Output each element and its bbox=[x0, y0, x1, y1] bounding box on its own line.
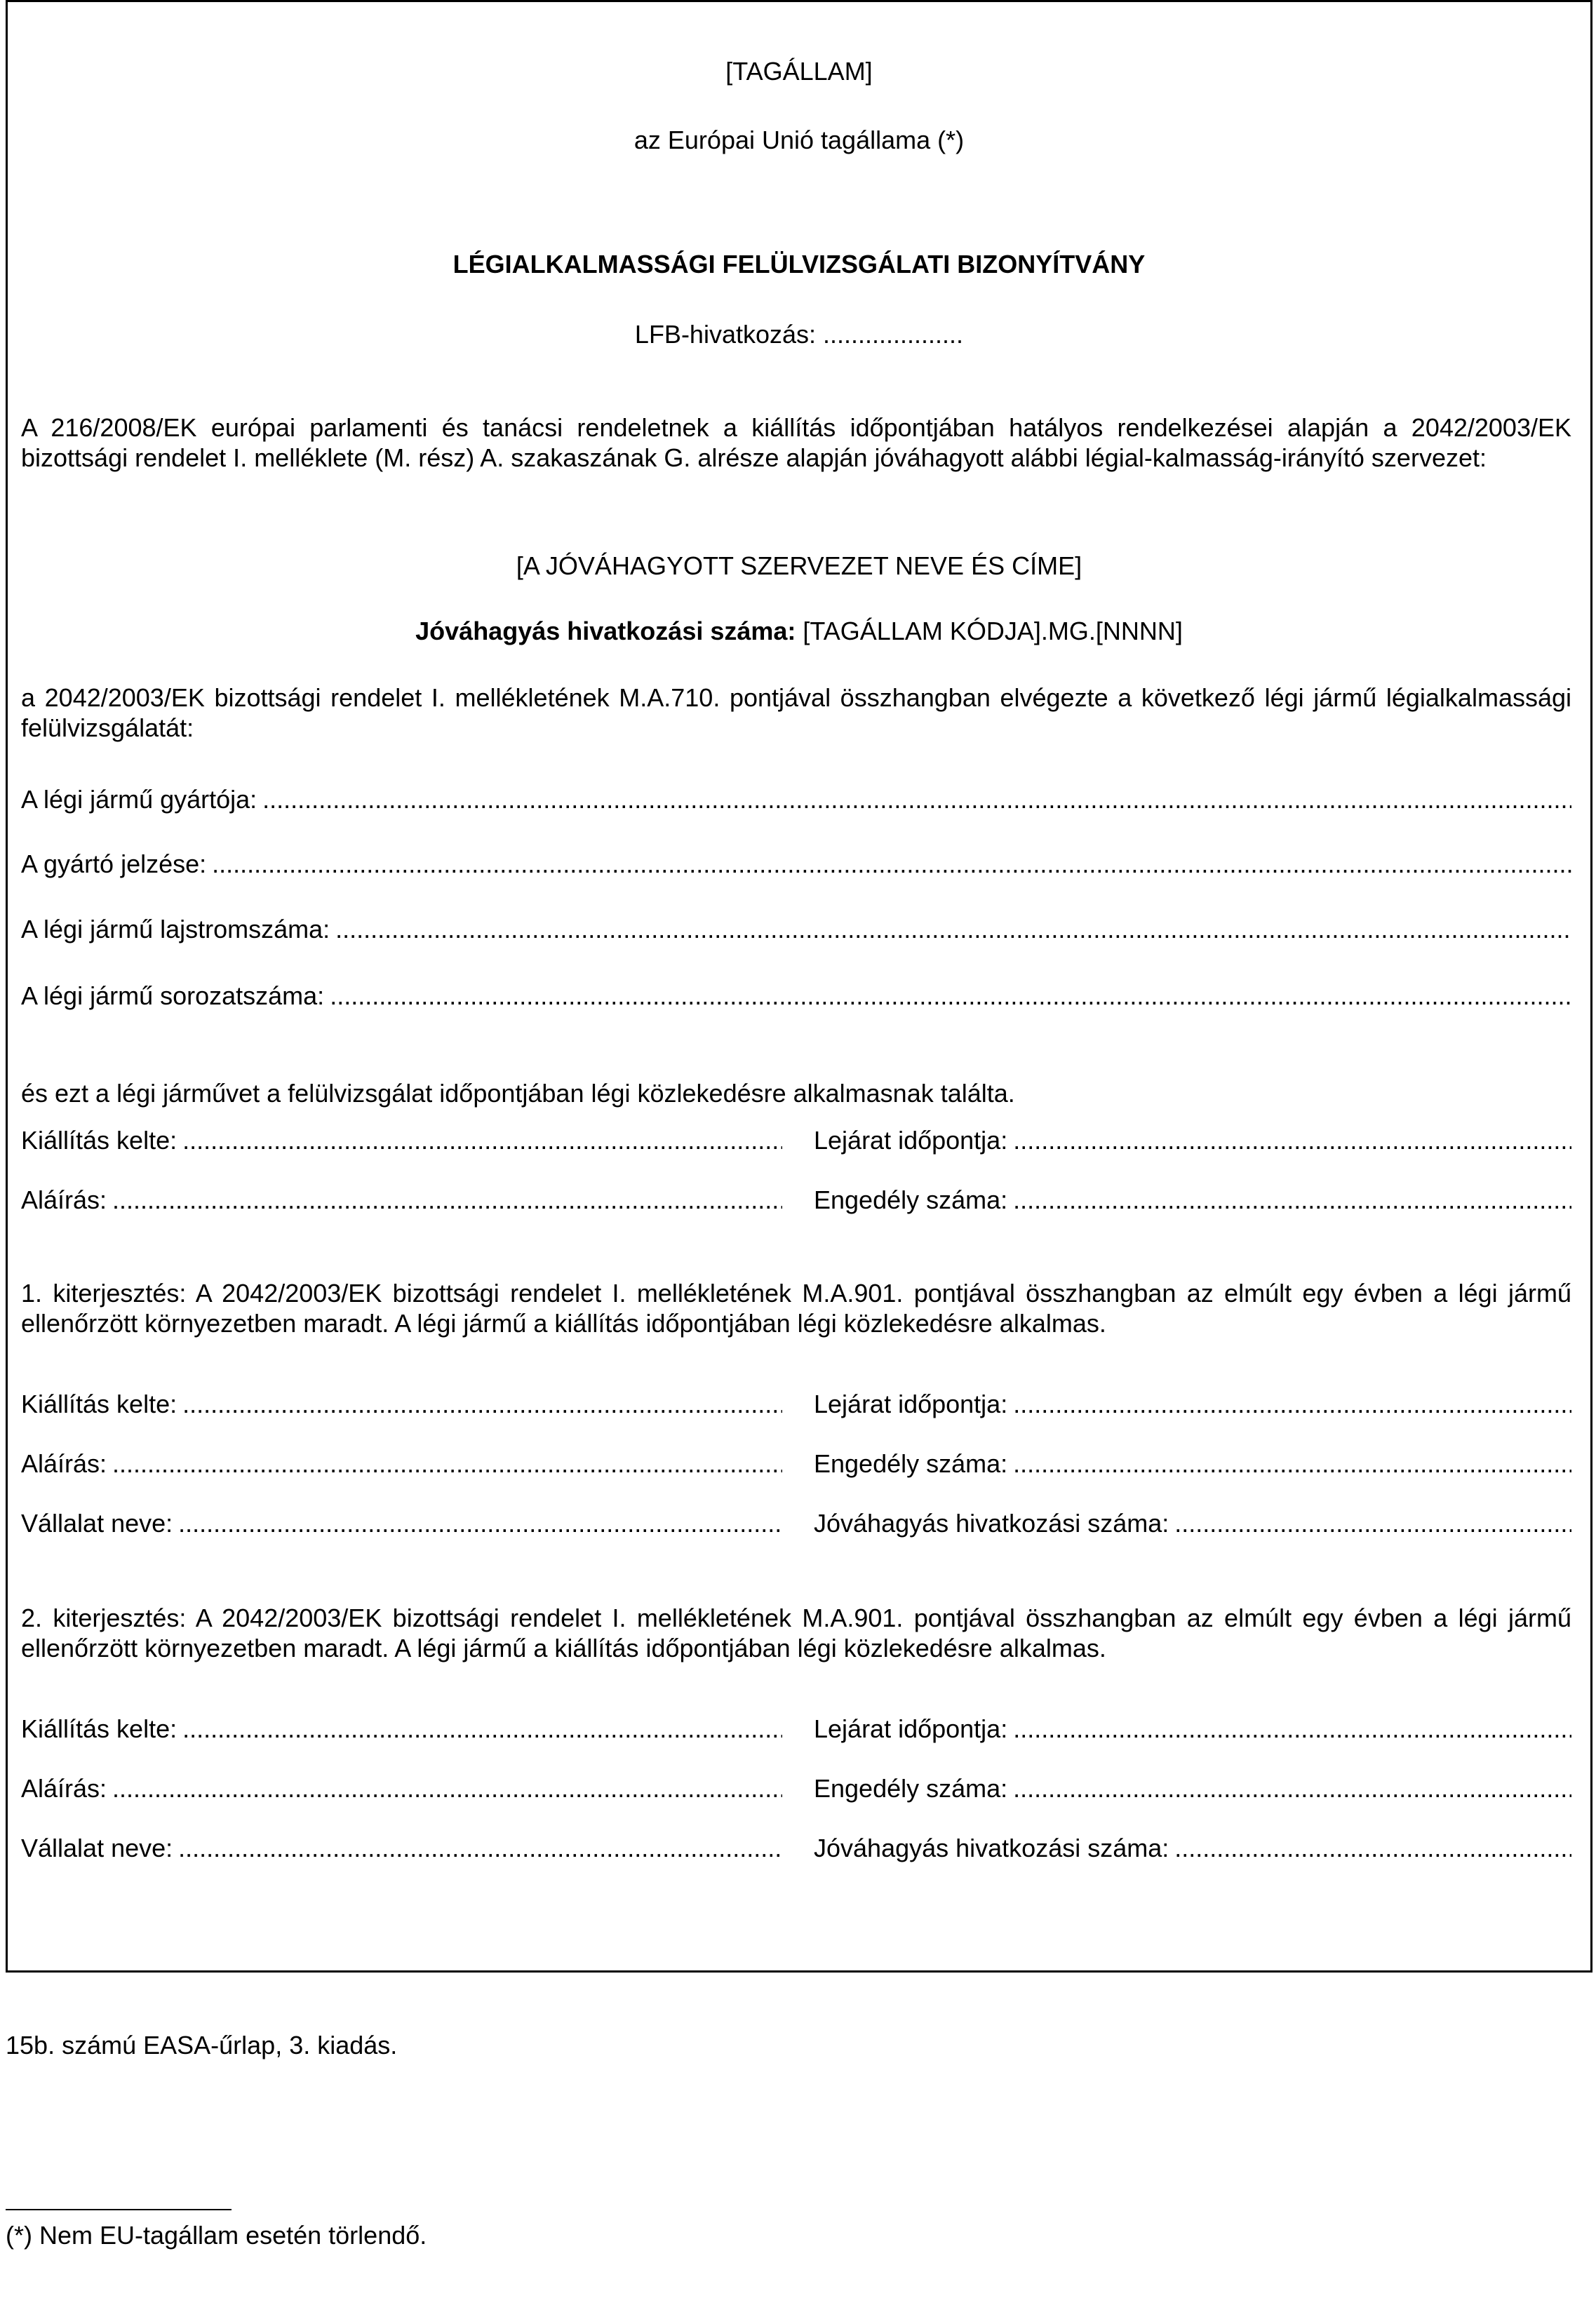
signature-field[interactable] bbox=[21, 1185, 782, 1215]
approval-ref-label: Jóváhagyás hivatkozási száma: bbox=[814, 1834, 1169, 1862]
ext1-issue-date-field[interactable] bbox=[21, 1389, 782, 1419]
dotted-fill-line bbox=[1013, 1125, 1571, 1155]
permit-number-field[interactable] bbox=[814, 1185, 1571, 1215]
signature-label: Aláírás: bbox=[21, 1774, 107, 1803]
expiry-date-label: Lejárat időpontja: bbox=[814, 1714, 1008, 1743]
dotted-fill-line bbox=[1174, 1833, 1571, 1863]
company-name-label: Vállalat neve: bbox=[21, 1834, 173, 1862]
aircraft-manufacturer-field[interactable] bbox=[21, 784, 1571, 814]
extension-2-paragraph: 2. kiterjesztés: A 2042/2003/EK bizottsági rendelet I. mellékletének M.A.901. pontjával összhangban az elmúlt egy évben a légi jármű ellenőrzött környezetben maradt. A légi jármű a kiállítás időpontjában légi közlekedésre alkalmas. bbox=[21, 1604, 1571, 1663]
footnote-divider bbox=[6, 2209, 232, 2210]
lfb-reference: LFB-hivatkozás: .................... bbox=[634, 320, 964, 349]
issue-date-label: Kiállítás kelte: bbox=[21, 1390, 177, 1418]
ext2-expiry-date-field[interactable] bbox=[814, 1714, 1571, 1744]
form-identifier: 15b. számú EASA-űrlap, 3. kiadás. bbox=[6, 2031, 398, 2060]
aircraft-manufacturer-label: A légi jármű gyártója: bbox=[21, 785, 257, 814]
permit-number-label: Engedély száma: bbox=[814, 1185, 1008, 1214]
dotted-fill-line bbox=[212, 849, 1571, 879]
conclusion-text: és ezt a légi járművet a felülvizsgálat időpontjában légi közlekedésre alkalmasnak találta. bbox=[21, 1079, 1015, 1108]
dotted-fill-line bbox=[182, 1389, 782, 1419]
ext2-approval-ref-field[interactable] bbox=[814, 1833, 1571, 1863]
intro-paragraph: A 216/2008/EK európai parlamenti és tanácsi rendeletnek a kiállítás időpontjában hatályos rendelkezései alapján a 2042/2003/EK bizottsági rendelet I. melléklete (M. rész) A. szakaszának G. alrésze alapján jóváhagyott alábbi légial-kalmasság-irányító szervezet: bbox=[21, 413, 1571, 473]
issue-date-label: Kiállítás kelte: bbox=[21, 1126, 177, 1155]
ext1-permit-number-field[interactable] bbox=[814, 1449, 1571, 1479]
dotted-fill-line bbox=[178, 1508, 782, 1538]
dotted-fill-line bbox=[112, 1449, 782, 1479]
member-state-subtitle: az Európai Unió tagállama (*) bbox=[633, 126, 965, 154]
expiry-date-label: Lejárat időpontja: bbox=[814, 1126, 1008, 1155]
aircraft-registration-label: A légi jármű lajstromszáma: bbox=[21, 915, 330, 943]
dotted-fill-line bbox=[1174, 1508, 1571, 1538]
member-state-placeholder: [TAGÁLLAM] bbox=[725, 57, 873, 86]
signature-label: Aláírás: bbox=[21, 1185, 107, 1214]
company-name-label: Vállalat neve: bbox=[21, 1509, 173, 1538]
manufacturer-designation-label: A gyártó jelzése: bbox=[21, 849, 207, 878]
ext1-approval-ref-field[interactable] bbox=[814, 1508, 1571, 1538]
certificate-title: LÉGIALKALMASSÁGI FELÜLVIZSGÁLATI BIZONYÍTVÁNY bbox=[452, 250, 1146, 278]
issue-date-field[interactable] bbox=[21, 1125, 782, 1155]
ext2-company-name-field[interactable] bbox=[21, 1833, 782, 1863]
approval-ref-label: Jóváhagyás hivatkozási száma: bbox=[814, 1509, 1169, 1538]
dotted-fill-line bbox=[335, 914, 1571, 944]
manufacturer-designation-field[interactable] bbox=[21, 849, 1571, 879]
dotted-fill-line bbox=[330, 981, 1571, 1011]
ext1-signature-field[interactable] bbox=[21, 1449, 782, 1479]
aircraft-serial-field[interactable] bbox=[21, 981, 1571, 1011]
footnote: (*) Nem EU-tagállam esetén törlendő. bbox=[6, 2221, 427, 2250]
ext2-signature-field[interactable] bbox=[21, 1773, 782, 1803]
extension-1-paragraph: 1. kiterjesztés: A 2042/2003/EK bizottsági rendelet I. mellékletének M.A.901. pontjával összhangban az elmúlt egy évben a légi jármű ellenőrzött környezetben maradt. A légi jármű a kiállítás időpontjában légi közlekedésre alkalmas. bbox=[21, 1279, 1571, 1338]
signature-label: Aláírás: bbox=[21, 1449, 107, 1478]
approval-reference-label: Jóváhagyás hivatkozási száma: bbox=[415, 617, 796, 645]
ext1-expiry-date-field[interactable] bbox=[814, 1389, 1571, 1419]
dotted-fill-line bbox=[112, 1773, 782, 1803]
dotted-fill-line bbox=[182, 1125, 782, 1155]
dotted-fill-line bbox=[1013, 1773, 1571, 1803]
dotted-fill-line bbox=[178, 1833, 782, 1863]
ext2-permit-number-field[interactable] bbox=[814, 1773, 1571, 1803]
aircraft-registration-field[interactable] bbox=[21, 914, 1571, 944]
approval-reference bbox=[6, 616, 1592, 646]
ext1-company-name-field[interactable] bbox=[21, 1508, 782, 1538]
approval-reference-value: [TAGÁLLAM KÓDJA].MG.[NNNN] bbox=[796, 617, 1183, 645]
dotted-fill-line bbox=[1013, 1389, 1571, 1419]
aircraft-serial-label: A légi jármű sorozatszáma: bbox=[21, 981, 325, 1010]
organisation-name: [A JÓVÁHAGYOTT SZERVEZET NEVE ÉS CÍME] bbox=[516, 551, 1082, 580]
dotted-fill-line bbox=[1013, 1185, 1571, 1215]
issue-date-label: Kiállítás kelte: bbox=[21, 1714, 177, 1743]
dotted-fill-line bbox=[1013, 1714, 1571, 1744]
permit-number-label: Engedély száma: bbox=[814, 1449, 1008, 1478]
permit-number-label: Engedély száma: bbox=[814, 1774, 1008, 1803]
dotted-fill-line bbox=[262, 784, 1571, 814]
dotted-fill-line bbox=[1013, 1449, 1571, 1479]
ext2-issue-date-field[interactable] bbox=[21, 1714, 782, 1744]
dotted-fill-line bbox=[112, 1185, 782, 1215]
expiry-date-label: Lejárat időpontja: bbox=[814, 1390, 1008, 1418]
dotted-fill-line bbox=[182, 1714, 782, 1744]
expiry-date-field[interactable] bbox=[814, 1125, 1571, 1155]
review-paragraph: a 2042/2003/EK bizottsági rendelet I. mellékletének M.A.710. pontjával összhangban elvégezte a következő légi jármű légialkalmassági felülvizsgálatát: bbox=[21, 683, 1571, 743]
